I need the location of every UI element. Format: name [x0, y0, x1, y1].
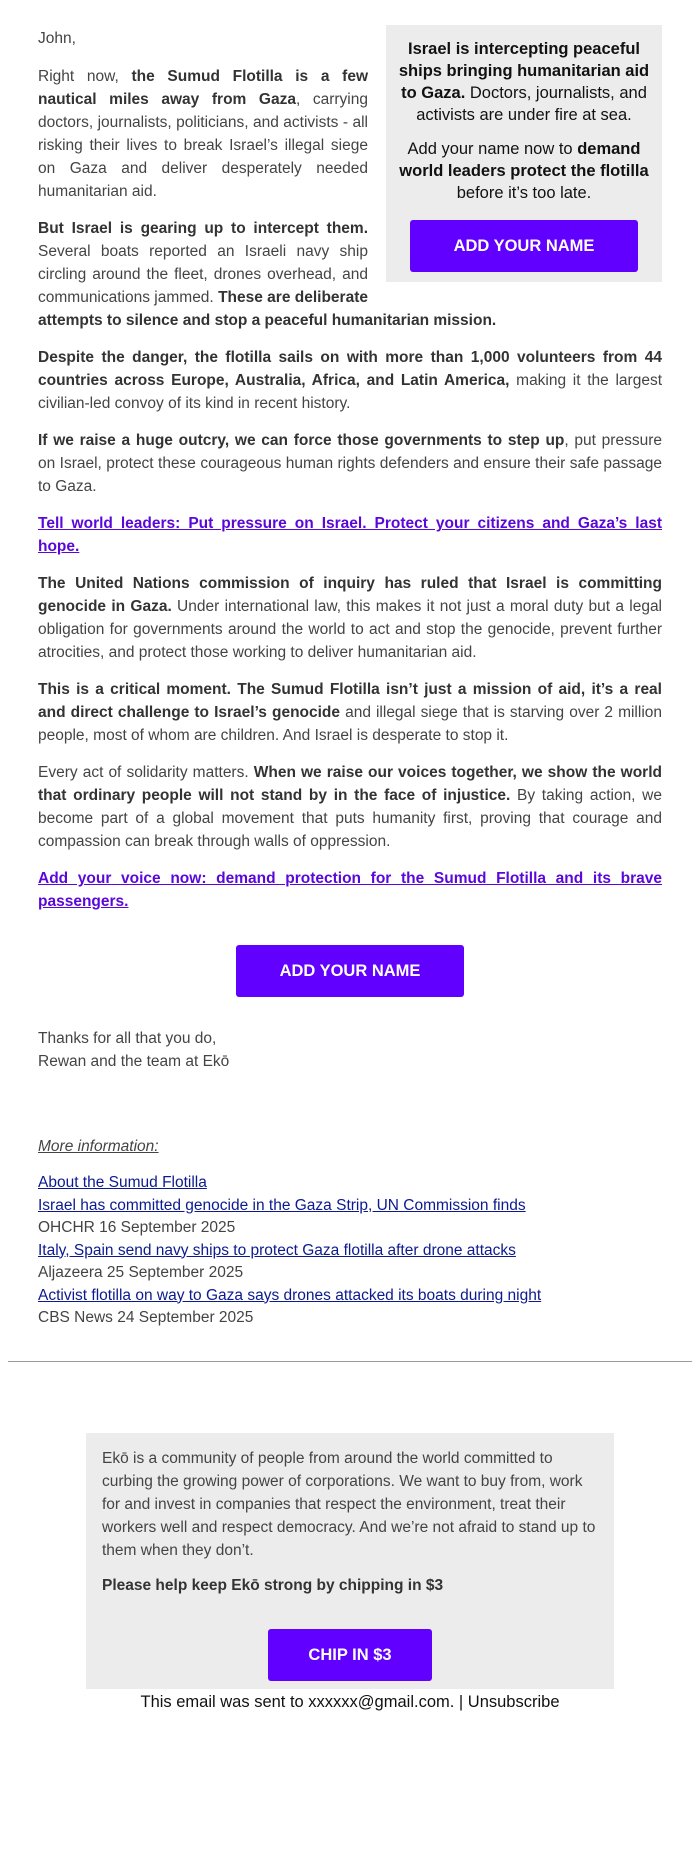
callout-headline-rest: Doctors, journalists, and activists are under fire at sea. — [416, 84, 647, 124]
footer-ask — [102, 1574, 598, 1597]
sent-to-line: This email was sent to xxxxxx@gmail.com. | Unsubscribe — [140, 1693, 560, 1711]
p3-b: making it the largest civilian-led convoy of its kind in recent history. — [38, 372, 662, 412]
source-link[interactable]: Activist flotilla on way to Gaza says drones attacked its boats during night — [38, 1286, 542, 1304]
p6-a: This is a critical moment. The Sumud Flotilla isn’t just a mission of aid, it’s a real and direct challenge to Israel’s genocide — [38, 681, 662, 721]
p5-a: The United Nations commission of inquiry has ruled that Israel is committing genocide in Gaza. — [38, 575, 662, 615]
p1-c: , carrying doctors, journalists, politicians, and activists - all risking their lives to break Israel’s illegal siege on Gaza and deliver desperately needed humanitarian aid. — [38, 91, 368, 200]
source-item — [38, 1285, 662, 1308]
source-item — [38, 1240, 662, 1263]
callout-box — [386, 25, 662, 282]
p2-c: These are deliberate attempts to silence and stop a peaceful humanitarian mission. — [38, 289, 497, 329]
footer-ask-text: Please help keep Ekō strong by chipping in $3 — [102, 1577, 444, 1594]
signoff: Rewan and the team at Ekō — [38, 1053, 230, 1070]
callout-cta-bold: demand world leaders protect the flotilla — [399, 140, 649, 180]
callout-cta-text — [398, 138, 650, 204]
source-meta: OHCHR 16 September 2025 — [38, 1219, 236, 1236]
footer-box — [86, 1433, 614, 1711]
add-your-voice-link[interactable]: Add your voice now: demand protection for the Sumud Flotilla and its brave passengers. — [38, 870, 662, 910]
p5-b: Under international law, this makes it not just a moral duty but a legal obligation for governments around the world to act and stop the genocide, prevent further atrocities, and protect those working to deliver humanitarian aid. — [38, 598, 663, 661]
p7-b: When we raise our voices together, we show the world that ordinary people will not stand by in the face of injustice. — [38, 764, 662, 804]
source-link[interactable]: Italy, Spain send navy ships to protect Gaza flotilla after drone attacks — [38, 1241, 516, 1259]
footer-about: Ekō is a community of people from around the world committed to curbing the growing power of corporations. We want to buy from, work for and invest in companies that respect the environment, treat their workers well and respect democracy. And we’re not afraid to stand up to them when they don’t. — [102, 1450, 596, 1559]
p4-a: If we raise a huge outcry, we can force those governments to step up — [38, 432, 565, 449]
petition-link-paragraph — [38, 512, 662, 558]
divider — [8, 1361, 692, 1362]
p6-b: and illegal siege that is starving over 2 million people, most of whom are children. And Israel is desperate to stop it. — [38, 704, 663, 744]
p1-a: Right now, — [38, 68, 132, 85]
source-link[interactable]: Israel has committed genocide in the Gaza Strip, UN Commission finds — [38, 1196, 526, 1214]
p7-c: By taking action, we become part of a global movement that puts humanity first, proving that courage and compassion can break through walls of oppression. — [38, 787, 662, 850]
source-meta: Aljazeera 25 September 2025 — [38, 1264, 244, 1281]
p3-a: Despite the danger, the flotilla sails on with more than 1,000 volunteers from 44 countries across Europe, Australia, Africa, and Latin America, — [38, 349, 662, 389]
email-body — [38, 0, 662, 1330]
source-item — [38, 1195, 662, 1218]
paragraph-solidarity — [38, 761, 662, 853]
p2-b: Several boats reported an Israeli navy ship circling around the fleet, drones overhead, and communications jammed. — [38, 243, 368, 306]
chip-in-button[interactable]: CHIP IN $3 — [268, 1629, 432, 1681]
p1-b: the Sumud Flotilla is a few nautical miles away from Gaza — [38, 68, 368, 108]
callout-cta-pre: Add your name now to — [407, 140, 578, 158]
voice-link-paragraph — [38, 867, 662, 913]
source-item — [38, 1172, 662, 1195]
source-link[interactable]: About the Sumud Flotilla — [38, 1174, 207, 1191]
callout-cta-post: before it’s too late. — [456, 184, 592, 202]
p7-a: Every act of solidarity matters. — [38, 764, 254, 781]
paragraph-volunteers — [38, 346, 662, 415]
source-meta: CBS News 24 September 2025 — [38, 1309, 254, 1326]
callout-headline — [398, 38, 650, 126]
paragraph-un — [38, 572, 662, 664]
paragraph-critical — [38, 678, 662, 747]
sources-list — [38, 1172, 662, 1330]
callout-headline-bold: Israel is intercepting peaceful ships bringing humanitarian aid to Gaza. — [398, 40, 650, 102]
add-your-name-button-main[interactable]: ADD YOUR NAME — [236, 945, 464, 997]
tell-world-leaders-link[interactable]: Tell world leaders: Put pressure on Israel. Protect your citizens and Gaza’s last hope. — [38, 515, 662, 555]
paragraph-outcry — [38, 429, 662, 498]
p2-a: But Israel is gearing up to intercept them. — [38, 220, 368, 237]
more-information-heading: More information: — [38, 1138, 159, 1155]
p4-b: , put pressure on Israel, protect these courageous human rights defenders and ensure their safe passage to Gaza. — [38, 432, 662, 495]
greeting: John, — [38, 30, 76, 47]
thanks-line: Thanks for all that you do, — [38, 1030, 217, 1047]
add-your-name-button-top[interactable]: ADD YOUR NAME — [410, 220, 638, 272]
